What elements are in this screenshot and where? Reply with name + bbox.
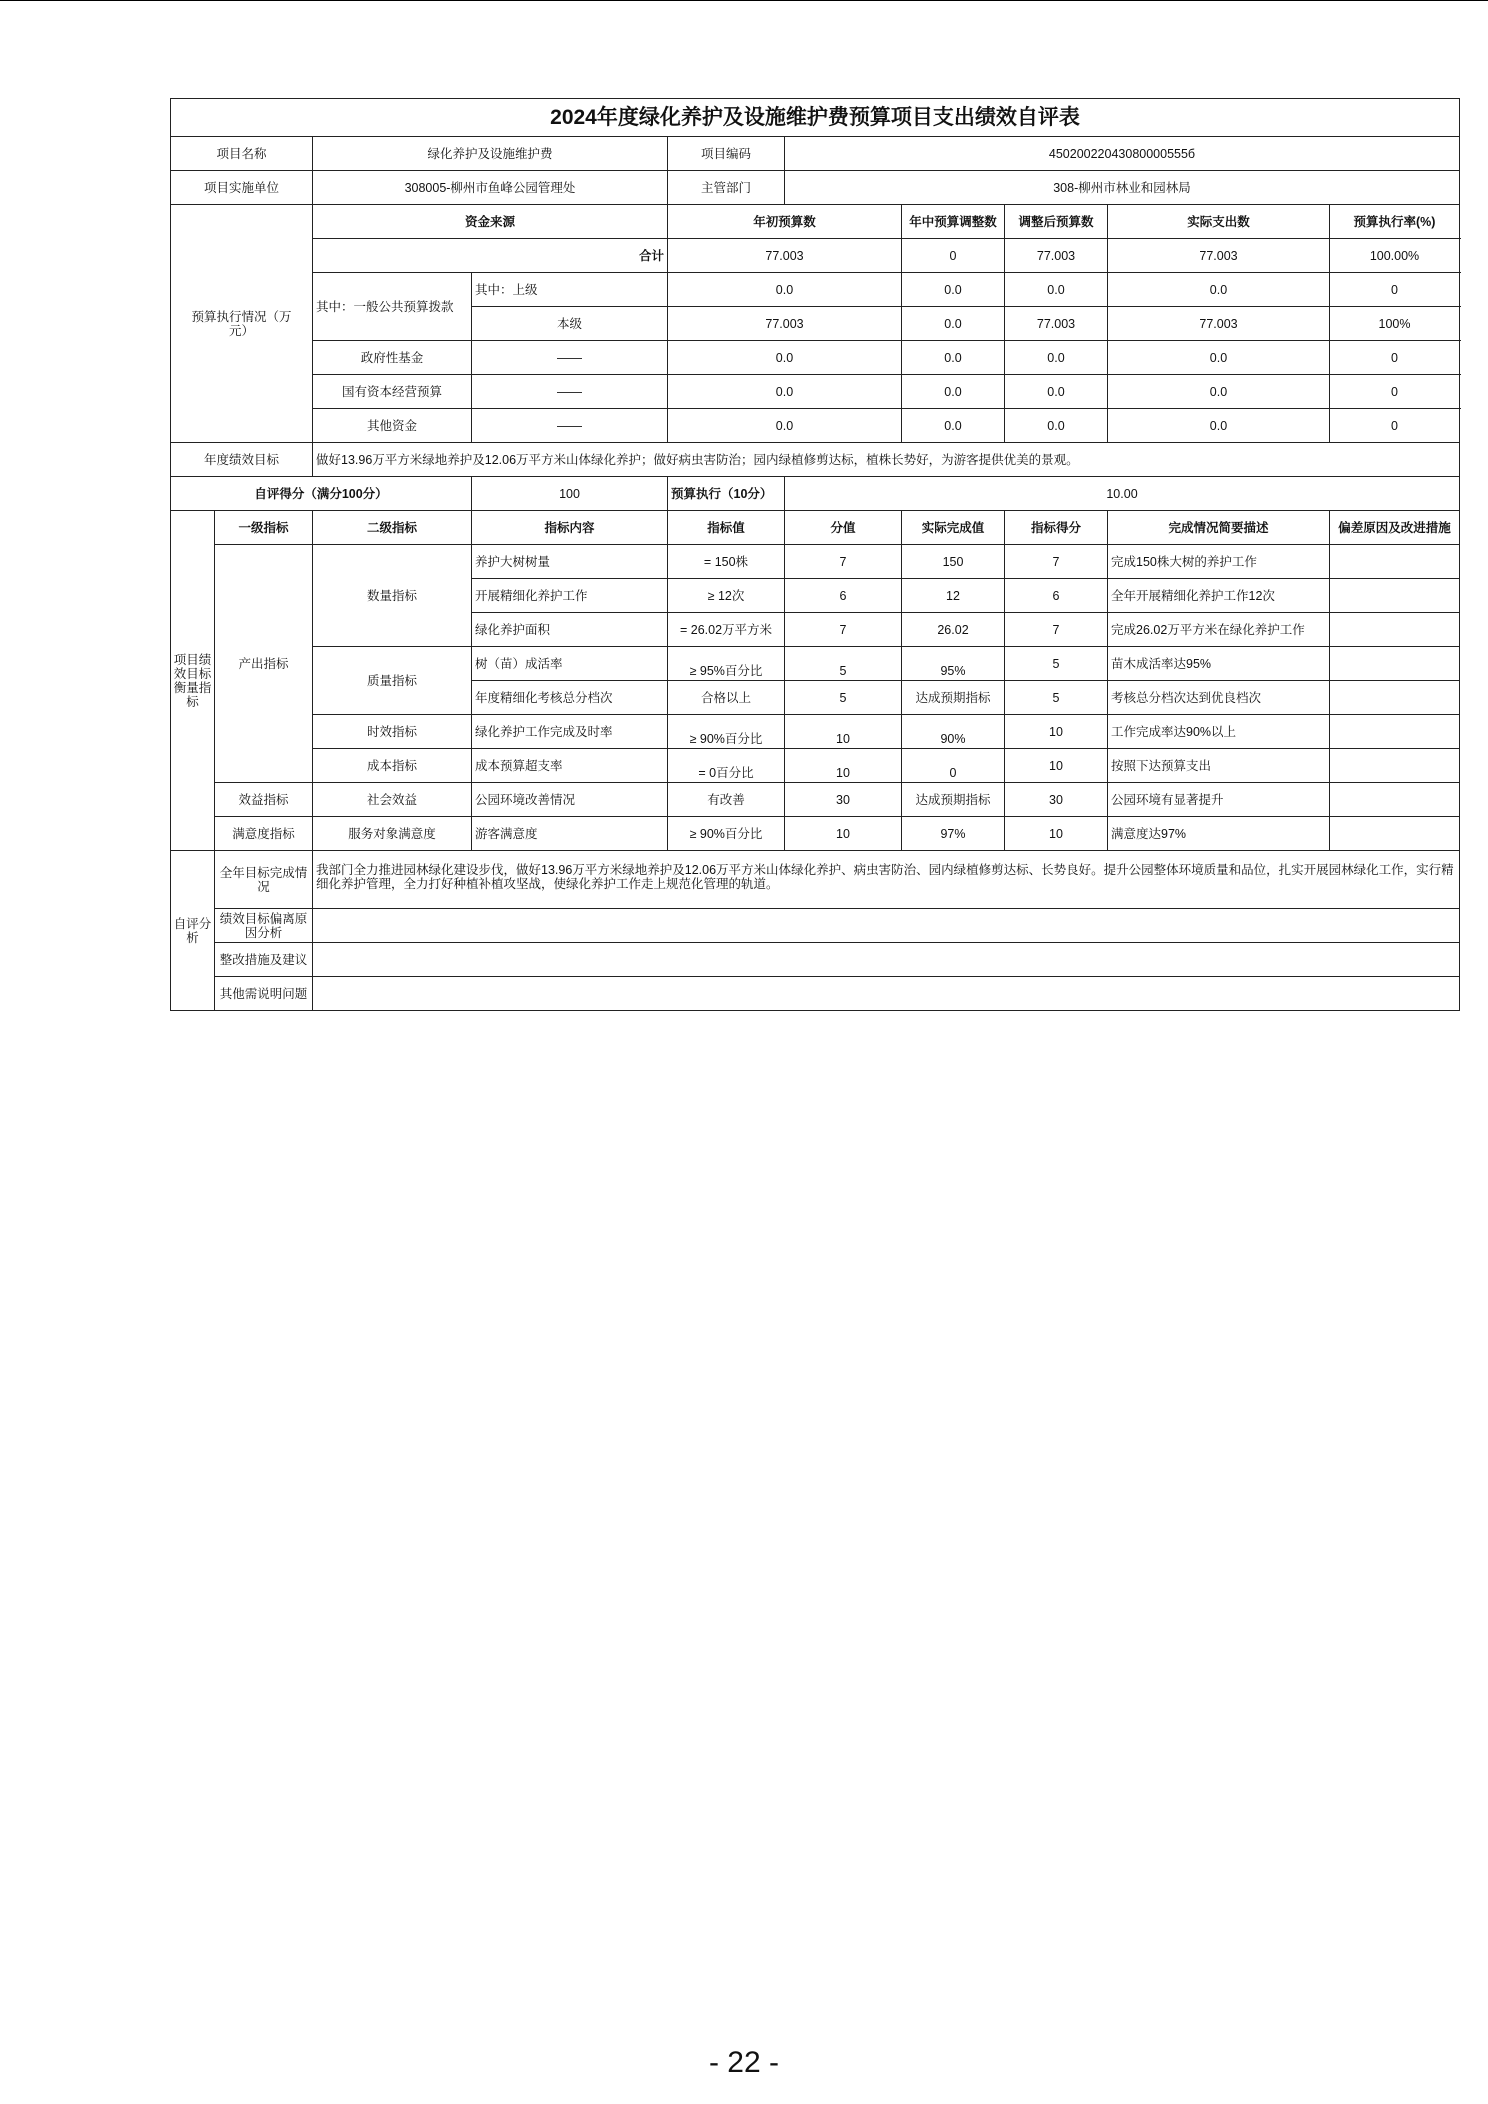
col-actual-spend: 实际支出数 bbox=[1108, 205, 1330, 239]
state-capital-adjusted: 0.0 bbox=[1005, 375, 1108, 409]
indicator-deviation bbox=[1330, 749, 1460, 783]
quantity-indicator-label: 数量指标 bbox=[313, 545, 472, 647]
gov-fund-label: 政府性基金 bbox=[313, 341, 472, 375]
budget-total-row bbox=[171, 239, 1460, 273]
indicator-target: = 0百分比 bbox=[668, 749, 785, 783]
indicator-points: 30 bbox=[785, 783, 902, 817]
gov-fund-rate: 0 bbox=[1330, 341, 1460, 375]
indicator-desc: 全年开展精细化养护工作12次 bbox=[1108, 579, 1330, 613]
self-score-label: 自评得分（满分100分） bbox=[171, 477, 472, 511]
gov-fund-dash: —— bbox=[472, 341, 668, 375]
gov-fund-actual: 0.0 bbox=[1108, 341, 1330, 375]
cost-indicator-label: 成本指标 bbox=[313, 749, 472, 783]
indicator-deviation bbox=[1330, 613, 1460, 647]
annual-goal-label: 年度绩效目标 bbox=[171, 443, 313, 477]
table-row bbox=[171, 783, 1460, 817]
upper-adjusted: 0.0 bbox=[1005, 273, 1108, 307]
timeliness-indicator-label: 时效指标 bbox=[313, 715, 472, 749]
analysis-completion-row bbox=[171, 851, 1460, 909]
upper-initial: 0.0 bbox=[668, 273, 902, 307]
indicator-content: 绿化养护面积 bbox=[472, 613, 668, 647]
unit-row bbox=[171, 171, 1460, 205]
indicator-target: ≥ 90%百分比 bbox=[668, 715, 785, 749]
budget-gov-fund-row bbox=[171, 341, 1460, 375]
other-fund-rate: 0 bbox=[1330, 409, 1460, 443]
col-mid-adjust: 年中预算调整数 bbox=[902, 205, 1005, 239]
unit-label: 项目实施单位 bbox=[171, 171, 313, 205]
local-adjusted: 77.003 bbox=[1005, 307, 1108, 341]
rectify-label: 整改措施及建议 bbox=[215, 943, 313, 977]
other-fund-adjust: 0.0 bbox=[902, 409, 1005, 443]
upper-rate: 0 bbox=[1330, 273, 1460, 307]
other-issues-text bbox=[313, 977, 1460, 1011]
upper-adjust: 0.0 bbox=[902, 273, 1005, 307]
col-fund-source: 资金来源 bbox=[313, 205, 668, 239]
deviation-analysis-text bbox=[313, 909, 1460, 943]
table-row bbox=[171, 749, 1460, 783]
indicator-target: 合格以上 bbox=[668, 681, 785, 715]
other-fund-adjusted: 0.0 bbox=[1005, 409, 1108, 443]
indicator-deviation bbox=[1330, 817, 1460, 851]
col-score: 指标得分 bbox=[1005, 511, 1108, 545]
budget-other-row bbox=[171, 409, 1460, 443]
annual-goal-row bbox=[171, 443, 1460, 477]
indicator-score: 5 bbox=[1005, 681, 1108, 715]
indicator-desc: 苗木成活率达95% bbox=[1108, 647, 1330, 681]
gov-fund-initial: 0.0 bbox=[668, 341, 902, 375]
state-capital-actual: 0.0 bbox=[1108, 375, 1330, 409]
table-row bbox=[171, 715, 1460, 749]
indicator-points: 10 bbox=[785, 715, 902, 749]
page-number: - 22 - bbox=[708, 2046, 780, 2079]
indicator-score: 6 bbox=[1005, 579, 1108, 613]
indicator-points: 5 bbox=[785, 647, 902, 681]
analysis-rectify-row bbox=[171, 943, 1460, 977]
table-row bbox=[171, 545, 1460, 579]
self-score-value: 100 bbox=[472, 477, 668, 511]
top-border-line bbox=[0, 0, 1488, 1]
local-initial: 77.003 bbox=[668, 307, 902, 341]
indicator-content: 绿化养护工作完成及时率 bbox=[472, 715, 668, 749]
indicator-points: 6 bbox=[785, 579, 902, 613]
annual-goal-text: 做好13.96万平方米绿地养护及12.06万平方米山体绿化养护；做好病虫害防治；园内绿植修剪达标，植株长势好，为游客提供优美的景观。 bbox=[313, 443, 1460, 477]
indicator-points: 10 bbox=[785, 749, 902, 783]
indicator-deviation bbox=[1330, 783, 1460, 817]
state-capital-initial: 0.0 bbox=[668, 375, 902, 409]
service-satisfaction-label: 服务对象满意度 bbox=[313, 817, 472, 851]
indicator-points: 5 bbox=[785, 681, 902, 715]
indicator-content: 游客满意度 bbox=[472, 817, 668, 851]
indicator-content: 成本预算超支率 bbox=[472, 749, 668, 783]
general-budget-label: 其中：一般公共预算拨款 bbox=[313, 273, 472, 341]
col-level1: 一级指标 bbox=[215, 511, 313, 545]
indicator-target: 有改善 bbox=[668, 783, 785, 817]
indicator-desc: 完成26.02万平方米在绿化养护工作 bbox=[1108, 613, 1330, 647]
indicator-score: 30 bbox=[1005, 783, 1108, 817]
total-initial: 77.003 bbox=[668, 239, 902, 273]
state-capital-dash: —— bbox=[472, 375, 668, 409]
gov-fund-adjust: 0.0 bbox=[902, 341, 1005, 375]
project-code-value: 45020022043080000555б bbox=[785, 137, 1460, 171]
benefit-indicator-label: 效益指标 bbox=[215, 783, 313, 817]
indicator-points: 7 bbox=[785, 545, 902, 579]
quality-indicator-label: 质量指标 bbox=[313, 647, 472, 715]
budget-header-row bbox=[171, 205, 1460, 239]
project-name-row bbox=[171, 137, 1460, 171]
upper-actual: 0.0 bbox=[1108, 273, 1330, 307]
indicator-points: 7 bbox=[785, 613, 902, 647]
other-fund-actual: 0.0 bbox=[1108, 409, 1330, 443]
other-fund-label: 其他资金 bbox=[313, 409, 472, 443]
indicator-content: 公园环境改善情况 bbox=[472, 783, 668, 817]
performance-evaluation-table bbox=[170, 98, 1460, 1011]
gov-fund-adjusted: 0.0 bbox=[1005, 341, 1108, 375]
col-adjusted-budget: 调整后预算数 bbox=[1005, 205, 1108, 239]
indicator-desc: 按照下达预算支出 bbox=[1108, 749, 1330, 783]
col-target: 指标值 bbox=[668, 511, 785, 545]
self-analysis-label: 自评分析 bbox=[171, 851, 215, 1011]
indicator-content: 养护大树树量 bbox=[472, 545, 668, 579]
budget-upper-row bbox=[171, 273, 1460, 307]
indicator-content: 年度精细化考核总分档次 bbox=[472, 681, 668, 715]
total-adjust: 0 bbox=[902, 239, 1005, 273]
deviation-analysis-label: 绩效目标偏离原因分析 bbox=[215, 909, 313, 943]
table-row bbox=[171, 817, 1460, 851]
indicator-actual: 12 bbox=[902, 579, 1005, 613]
project-code-label: 项目编码 bbox=[668, 137, 785, 171]
local-rate: 100% bbox=[1330, 307, 1460, 341]
local-actual: 77.003 bbox=[1108, 307, 1330, 341]
completion-text: 我部门全力推进园林绿化建设步伐，做好13.96万平方米绿地养护及12.06万平方米山体绿化养护、病虫害防治、园内绿植修剪达标、长势良好。提升公园整体环境质量和品位，扎实开展园林绿化工作，实行精细化养护管理，全力打好种植补植攻坚战，使绿化养护工作走上规范化管理的轨道。 bbox=[313, 851, 1460, 909]
indicator-actual: 0 bbox=[902, 749, 1005, 783]
indicator-actual: 150 bbox=[902, 545, 1005, 579]
budget-exec-score-label: 预算执行（10分） bbox=[668, 477, 785, 511]
state-capital-label: 国有资本经营预算 bbox=[313, 375, 472, 409]
dept-value: 308-柳州市林业和园林局 bbox=[785, 171, 1460, 205]
col-exec-rate: 预算执行率(%) bbox=[1330, 205, 1460, 239]
indicator-deviation bbox=[1330, 545, 1460, 579]
state-capital-rate: 0 bbox=[1330, 375, 1460, 409]
col-actual: 实际完成值 bbox=[902, 511, 1005, 545]
other-fund-initial: 0.0 bbox=[668, 409, 902, 443]
col-content: 指标内容 bbox=[472, 511, 668, 545]
table-title: 2024年度绿化养护及设施维护费预算项目支出绩效自评表 bbox=[171, 99, 1460, 137]
budget-state-capital-row bbox=[171, 375, 1460, 409]
social-benefit-label: 社会效益 bbox=[313, 783, 472, 817]
score-row bbox=[171, 477, 1460, 511]
total-actual: 77.003 bbox=[1108, 239, 1330, 273]
dept-label: 主管部门 bbox=[668, 171, 785, 205]
analysis-other-row bbox=[171, 977, 1460, 1011]
indicator-deviation bbox=[1330, 715, 1460, 749]
indicator-target: = 26.02万平方米 bbox=[668, 613, 785, 647]
indicator-deviation bbox=[1330, 647, 1460, 681]
other-fund-dash: —— bbox=[472, 409, 668, 443]
indicator-actual: 达成预期指标 bbox=[902, 783, 1005, 817]
other-issues-label: 其他需说明问题 bbox=[215, 977, 313, 1011]
col-initial-budget: 年初预算数 bbox=[668, 205, 902, 239]
project-name-value: 绿化养护及设施维护费 bbox=[313, 137, 668, 171]
completion-label: 全年目标完成情况 bbox=[215, 851, 313, 909]
col-level2: 二级指标 bbox=[313, 511, 472, 545]
indicator-actual: 95% bbox=[902, 647, 1005, 681]
indicator-desc: 满意度达97% bbox=[1108, 817, 1330, 851]
indicator-score: 7 bbox=[1005, 613, 1108, 647]
indicator-score: 10 bbox=[1005, 715, 1108, 749]
total-adjusted: 77.003 bbox=[1005, 239, 1108, 273]
indicator-score: 10 bbox=[1005, 749, 1108, 783]
output-indicator-label: 产出指标 bbox=[215, 545, 313, 783]
col-points: 分值 bbox=[785, 511, 902, 545]
upper-label: 其中：上级 bbox=[472, 273, 668, 307]
indicator-desc: 考核总分档次达到优良档次 bbox=[1108, 681, 1330, 715]
indicator-desc: 公园环境有显著提升 bbox=[1108, 783, 1330, 817]
budget-section-label: 预算执行情况（万元） bbox=[171, 205, 313, 443]
unit-value: 308005-柳州市鱼峰公园管理处 bbox=[313, 171, 668, 205]
indicator-actual: 26.02 bbox=[902, 613, 1005, 647]
local-label: 本级 bbox=[472, 307, 668, 341]
indicator-target: ≥ 90%百分比 bbox=[668, 817, 785, 851]
indicator-content: 开展精细化养护工作 bbox=[472, 579, 668, 613]
satisfaction-indicator-label: 满意度指标 bbox=[215, 817, 313, 851]
indicator-actual: 97% bbox=[902, 817, 1005, 851]
indicator-target: = 150株 bbox=[668, 545, 785, 579]
project-name-label: 项目名称 bbox=[171, 137, 313, 171]
perf-section-label: 项目绩效目标衡量指标 bbox=[171, 511, 215, 851]
local-adjust: 0.0 bbox=[902, 307, 1005, 341]
col-desc: 完成情况简要描述 bbox=[1108, 511, 1330, 545]
total-rate: 100.00% bbox=[1330, 239, 1460, 273]
indicator-deviation bbox=[1330, 681, 1460, 715]
indicator-content: 树（苗）成活率 bbox=[472, 647, 668, 681]
indicator-target: ≥ 95%百分比 bbox=[668, 647, 785, 681]
rectify-text bbox=[313, 943, 1460, 977]
indicator-desc: 完成150株大树的养护工作 bbox=[1108, 545, 1330, 579]
indicator-target: ≥ 12次 bbox=[668, 579, 785, 613]
budget-exec-score-value: 10.00 bbox=[785, 477, 1460, 511]
indicator-points: 10 bbox=[785, 817, 902, 851]
perf-header-row bbox=[171, 511, 1460, 545]
indicator-actual: 达成预期指标 bbox=[902, 681, 1005, 715]
total-label: 合计 bbox=[313, 239, 668, 273]
indicator-actual: 90% bbox=[902, 715, 1005, 749]
indicator-score: 5 bbox=[1005, 647, 1108, 681]
col-deviation: 偏差原因及改进措施 bbox=[1330, 511, 1460, 545]
indicator-score: 10 bbox=[1005, 817, 1108, 851]
indicator-score: 7 bbox=[1005, 545, 1108, 579]
state-capital-adjust: 0.0 bbox=[902, 375, 1005, 409]
analysis-deviation-row bbox=[171, 909, 1460, 943]
indicator-desc: 工作完成率达90%以上 bbox=[1108, 715, 1330, 749]
table-row bbox=[171, 647, 1460, 681]
indicator-deviation bbox=[1330, 579, 1460, 613]
